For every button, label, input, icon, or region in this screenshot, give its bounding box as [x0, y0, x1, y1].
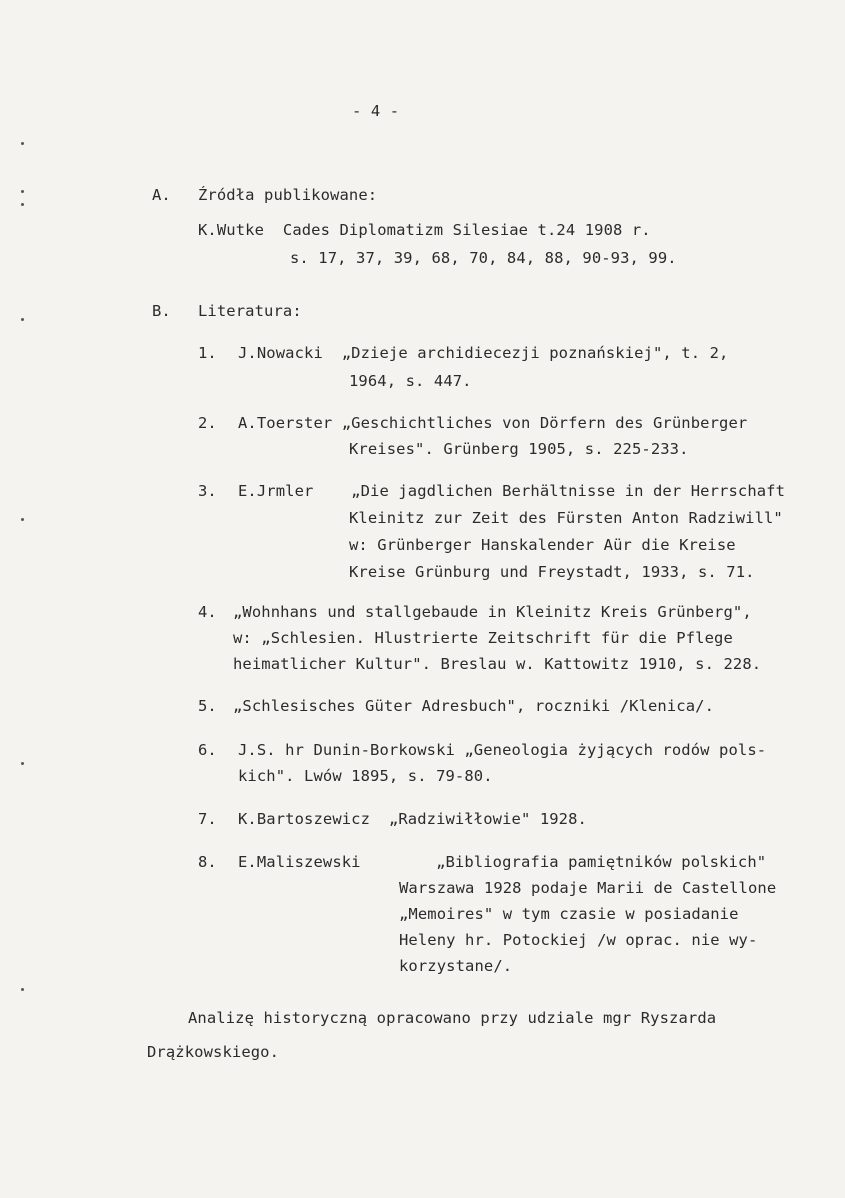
item-line: J.S. hr Dunin-Borkowski „Geneologia żyjących rodów pols-	[238, 741, 767, 759]
section-b-title: Literatura:	[198, 302, 302, 320]
margin-mark	[21, 988, 24, 991]
section-a-title: Źródła publikowane:	[198, 186, 378, 204]
section-a-line: K.Wutke Cades Diplomatizm Silesiae t.24 1908 r.	[198, 221, 651, 239]
footer-line: Analizę historyczną opracowano przy udziale mgr Ryszarda	[188, 1009, 717, 1027]
section-a-line: s. 17, 37, 39, 68, 70, 84, 88, 90-93, 99.	[290, 249, 677, 267]
item-line: K.Bartoszewicz „Radziwiłłowie" 1928.	[238, 810, 587, 828]
item-line: Heleny hr. Potockiej /w oprac. nie wy-	[399, 931, 758, 949]
item-line: Warszawa 1928 podaje Marii de Castellone	[399, 879, 777, 897]
item-number: 7.	[198, 810, 217, 828]
item-line: korzystane/.	[399, 957, 513, 975]
item-line: Kreises". Grünberg 1905, s. 225-233.	[349, 440, 689, 458]
margin-mark	[21, 762, 24, 765]
margin-mark	[21, 518, 24, 521]
item-number: 5.	[198, 697, 217, 715]
margin-mark	[21, 318, 24, 321]
item-line: „Memoires" w tym czasie w posiadanie	[399, 905, 739, 923]
item-line: Kreise Grünburg und Freystadt, 1933, s. 71.	[349, 563, 755, 581]
page-number: - 4 -	[352, 102, 400, 120]
item-line: w: „Schlesien. Hlustrierte Zeitschrift für die Pflege	[233, 629, 733, 647]
item-line: w: Grünberger Hanskalender Aür die Kreise	[349, 536, 736, 554]
footer-line: Drążkowskiego.	[147, 1043, 280, 1061]
section-b-letter: B.	[152, 302, 171, 320]
margin-mark	[21, 203, 24, 206]
item-line: A.Toerster „Geschichtliches von Dörfern des Grünberger	[238, 414, 748, 432]
item-line: „Schlesisches Güter Adresbuch", roczniki /Klenica/.	[233, 697, 715, 715]
item-number: 3.	[198, 482, 217, 500]
item-number: 6.	[198, 741, 217, 759]
item-line: 1964, s. 447.	[349, 372, 472, 390]
section-a-letter: A.	[152, 186, 171, 204]
item-line: E.Jrmler „Die jagdlichen Berhältnisse in der Herrschaft	[238, 482, 786, 500]
margin-mark	[21, 142, 24, 145]
item-number: 1.	[198, 344, 217, 362]
margin-mark	[21, 190, 24, 193]
item-number: 8.	[198, 853, 217, 871]
item-line: J.Nowacki „Dzieje archidiecezji poznańskiej", t. 2,	[238, 344, 729, 362]
item-line: „Wohnhans und stallgebaude in Kleinitz Kreis Grünberg",	[233, 603, 752, 621]
item-number: 2.	[198, 414, 217, 432]
item-line: kich". Lwów 1895, s. 79-80.	[238, 767, 493, 785]
item-line: heimatlicher Kultur". Breslau w. Kattowitz 1910, s. 228.	[233, 655, 762, 673]
item-line: E.Maliszewski „Bibliografia pamiętników polskich"	[238, 853, 767, 871]
item-line: Kleinitz zur Zeit des Fürsten Anton Radziwill"	[349, 509, 783, 527]
item-number: 4.	[198, 603, 217, 621]
